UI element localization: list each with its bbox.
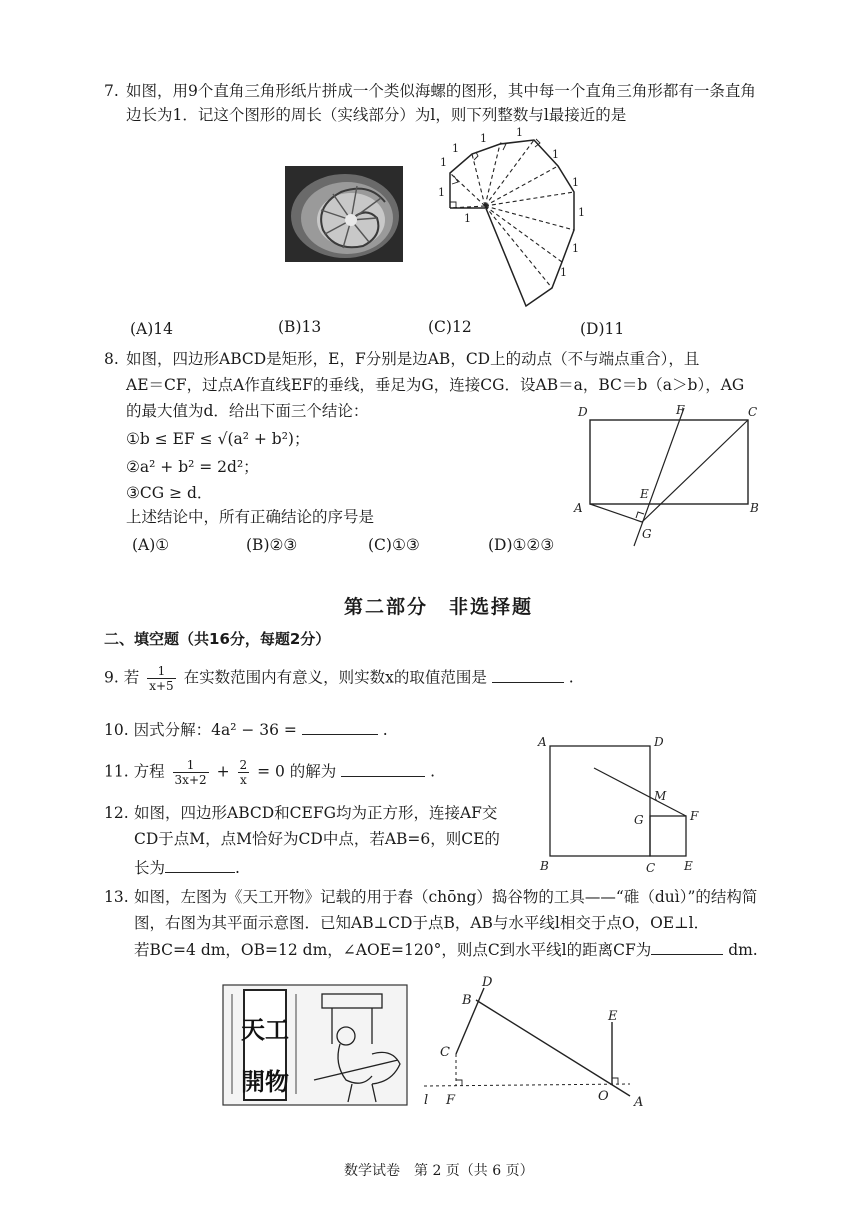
q12-label-m: M — [654, 789, 667, 803]
q7-line1: 如图，用9个直角三角形纸片拼成一个类似海螺的图形，其中每一个直角三角形都有一条直角 — [126, 82, 756, 100]
q13-answer-blank[interactable] — [651, 938, 723, 955]
q8-label-a: A — [574, 501, 583, 515]
q9-post: 在实数范围内有意义，则实数x的取值范围是 — [183, 668, 487, 687]
q13-line3: 若BC=4 dm，OB=12 dm，∠AOE=120°，则点C到水平线l的距离CF为 dm. — [134, 938, 758, 961]
q8-option-a[interactable]: (A)① — [132, 536, 170, 554]
q8-line1: 如图，四边形ABCD是矩形，E，F分别是边AB，CD上的动点（不与端点重合），且 — [126, 350, 700, 368]
part-title: 第二部分 非选择题 — [344, 596, 534, 618]
q8-line2: AE＝CF，过点A作直线EF的垂线，垂足为G，连接CG．设AB＝a，BC＝b（a＞b），AG — [126, 376, 745, 394]
q10-number: 10. — [104, 721, 129, 739]
q13-schematic-figure — [420, 974, 660, 1110]
q12-answer-blank[interactable] — [165, 856, 235, 873]
q8-label-e: E — [640, 487, 649, 501]
q8-label-c: C — [748, 405, 758, 419]
q13-label-c: C — [440, 1045, 450, 1060]
svg-text:1: 1 — [440, 156, 447, 169]
q8-option-d[interactable]: (D)①②③ — [488, 536, 555, 554]
q10: 10. 因式分解：4a² − 36 = . — [104, 718, 388, 741]
q8-option-c[interactable]: (C)①③ — [368, 536, 420, 554]
q12-label-f: F — [690, 809, 699, 823]
svg-text:1: 1 — [452, 142, 459, 155]
q8-label-d: D — [578, 405, 588, 419]
q8-prompt: 上述结论中，所有正确结论的序号是 — [126, 508, 375, 526]
q8-line3: 的最大值为d．给出下面三个结论： — [126, 402, 369, 420]
q11-fraction-1: $\frac{1}{3x+2}$ — [174, 758, 207, 787]
q10-answer-blank[interactable] — [302, 718, 378, 735]
svg-text:天工: 天工 — [241, 1015, 289, 1044]
q12-squares-figure — [534, 734, 704, 874]
q11-post: = 0 的解为 — [257, 762, 337, 781]
q7-option-a[interactable]: (A)14 — [130, 320, 174, 338]
q8-conclusion-2: ②a² + b² = 2d²； — [126, 458, 259, 476]
svg-text:1: 1 — [560, 266, 567, 279]
page-footer: 数学试卷 第 2 页（共 6 页） — [344, 1163, 534, 1179]
tiangong-kaiwu-illustration — [222, 984, 408, 1106]
q12-label-d: D — [654, 735, 664, 749]
svg-text:開物: 開物 — [241, 1067, 289, 1096]
q12-label-c: C — [646, 861, 656, 874]
nautilus-photo — [285, 166, 403, 262]
q7-option-b[interactable]: (B)13 — [278, 318, 322, 336]
svg-text:1: 1 — [464, 212, 471, 225]
q9-pre: 若 — [123, 668, 140, 687]
svg-text:1: 1 — [578, 206, 585, 219]
q8-label-g: G — [642, 527, 652, 541]
q12-number: 12. — [104, 804, 129, 822]
q12-line3: 长为 . — [134, 856, 240, 879]
q13-label-a: A — [634, 1095, 644, 1110]
q11-pre: 方程 — [133, 762, 165, 781]
svg-text:1: 1 — [480, 132, 487, 145]
q8-label-f: F — [676, 403, 685, 417]
q12-label-a: A — [538, 735, 547, 749]
q7-option-d[interactable]: (D)11 — [580, 320, 625, 338]
q7-line2: 边长为1．记这个图形的周长（实线部分）为l，则下列整数与l最接近的是 — [126, 106, 627, 124]
svg-text:1: 1 — [552, 148, 559, 161]
q8-rectangle-figure — [566, 400, 766, 550]
q7-option-c[interactable]: (C)12 — [428, 318, 472, 336]
q13-line1: 如图，左图为《天工开物》记载的用于舂（chōng）捣谷物的工具——“碓（duì）”的结构简 — [134, 888, 758, 906]
q12-label-e: E — [684, 859, 693, 873]
q11-answer-blank[interactable] — [341, 760, 425, 777]
q13-label-l: l — [424, 1093, 429, 1108]
q13-label-e: E — [608, 1009, 618, 1024]
q8-conclusion-1: ①b ≤ EF ≤ √(a² + b²)； — [126, 430, 310, 448]
svg-text:1: 1 — [572, 242, 579, 255]
q12-line1: 如图，四边形ABCD和CEFG均为正方形，连接AF交 — [134, 804, 498, 822]
q11-fraction-2: $\frac{2}{x}$ — [239, 758, 248, 787]
q10-text: 因式分解：4a² − 36 = — [133, 721, 297, 739]
q8-conclusion-3: ③CG ≥ d． — [126, 484, 213, 502]
q12-line2: CD于点M，点M恰好为CD中点，若AB=6，则CE的 — [134, 830, 500, 848]
q11-number: 11. — [104, 762, 129, 781]
q13-label-b: B — [462, 993, 472, 1008]
q11: 11. 方程 $\frac{1}{3x+2}$ + $\frac{2}{x}$ = 0 的解为 . — [104, 758, 436, 787]
q13-label-o: O — [598, 1089, 609, 1104]
q12-label-b: B — [540, 859, 549, 873]
q13-line2: 图，右图为其平面示意图．已知AB⊥CD于点B，AB与水平线l相交于点O，OE⊥l． — [134, 914, 710, 932]
svg-text:1: 1 — [516, 126, 523, 139]
q7-number: 7. — [104, 82, 119, 100]
section-heading: 二、填空题（共16分，每题2分） — [104, 630, 331, 648]
q8-label-b: B — [750, 501, 759, 515]
q8-number: 8. — [104, 350, 119, 368]
q8-option-b[interactable]: (B)②③ — [246, 536, 298, 554]
q13-label-f: F — [446, 1093, 456, 1108]
q9-fraction: $\frac{1}{x+5}$ — [149, 664, 174, 693]
spiral-triangles-figure — [430, 126, 590, 312]
svg-text:1: 1 — [438, 186, 445, 199]
svg-text:1: 1 — [572, 176, 579, 189]
q9-number: 9. — [104, 668, 119, 687]
q13-number: 13. — [104, 888, 129, 906]
q12-label-g: G — [634, 813, 644, 827]
q9: 9. 若 $\frac{1}{x+5}$ 在实数范围内有意义，则实数x的取值范围是 . — [104, 664, 574, 693]
q13-label-d: D — [482, 975, 493, 990]
q9-answer-blank[interactable] — [492, 666, 564, 683]
